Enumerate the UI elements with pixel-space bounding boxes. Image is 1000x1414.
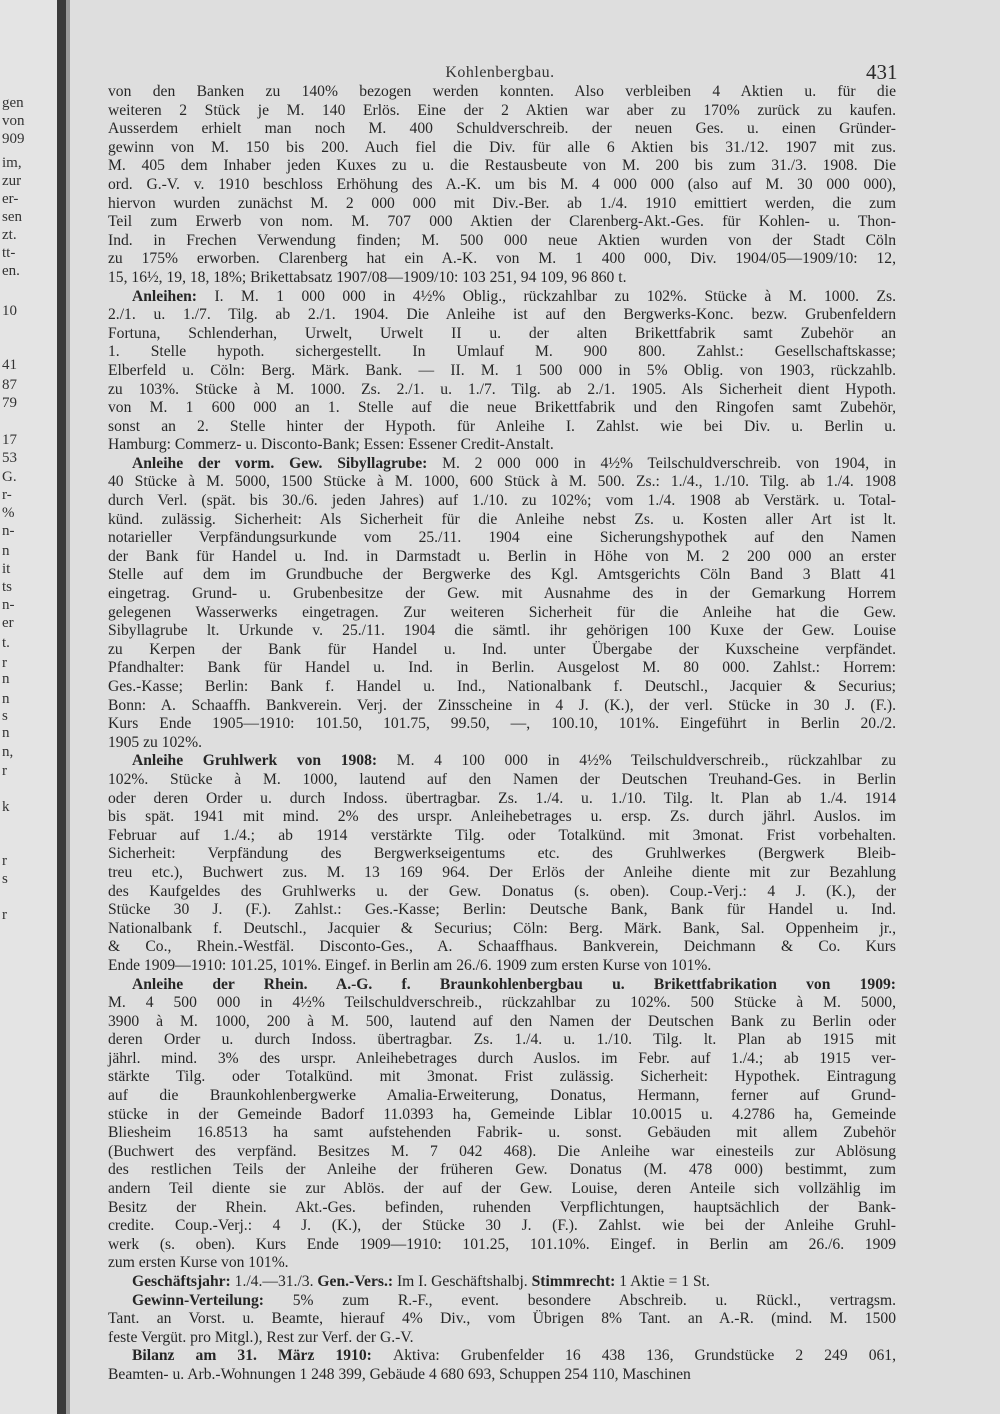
text-segment: zum ersten Kurse von 101%.	[108, 1254, 289, 1272]
text-line	[108, 1031, 896, 1050]
text-line	[108, 492, 896, 511]
text-segment: stücke in der Gemeinde Badorf 11.0393 ha, Gemeinde Liblar 10.0015 u. 4.2786 ha, Gemeinde	[108, 1105, 896, 1123]
margin-fragment: n	[2, 725, 10, 741]
text-line	[108, 195, 896, 214]
text-line	[108, 1143, 896, 1162]
text-line	[108, 325, 896, 344]
text-line	[108, 511, 896, 530]
text-line	[108, 83, 896, 102]
text-line	[108, 157, 896, 176]
text-line	[108, 641, 896, 660]
text-line	[108, 306, 896, 325]
paragraph	[108, 976, 896, 1274]
paragraph	[108, 1273, 896, 1292]
text-line	[108, 1236, 896, 1255]
text-segment: Sibyllagrube lt. Urkunde v. 25./11. 1904 die sämtl. ihr gehörigen 100 Kuxe der Gew. Louise	[108, 622, 896, 640]
text-segment: Hamburg: Commerz- u. Disconto-Bank; Essen: Essener Credit-Anstalt.	[108, 436, 554, 454]
margin-fragment: r	[2, 655, 7, 671]
text-line	[108, 1068, 896, 1087]
text-line	[108, 548, 896, 567]
text-segment: des Kaufgeldes des Gruhlwerks u. der Gew. Donatus (s. oben). Coup.-Verj.: 4 J. (K.), der	[108, 882, 896, 900]
text-segment: weiteren 2 Stück je M. 140 Erlös. Eine der 2 Aktien war aber zu 170% zurück zu kaufen.	[108, 101, 896, 119]
text-line	[108, 771, 896, 790]
paragraph	[108, 83, 896, 288]
text-segment: von M. 1 600 000 an 1. Stelle auf die neue Brikettfabrik und den Ringofen samt Zubehör,	[108, 399, 896, 417]
text-segment: eingetrag. Grund- u. Grubenbesitze der Gew. mit Ausnahme des in der Gemarkung Horrem	[108, 585, 896, 603]
text-segment: (Buchwert des verpfänd. Besitzes M. 7 042 468). Die Anleihe war einesteils zur Ablösung	[108, 1142, 896, 1160]
text-segment: M. 4 500 000 in 4½% Teilschuldverschreib., rückzahlbar zu 102%. 500 Stücke à M. 5000,	[108, 994, 896, 1012]
text-line	[108, 1180, 896, 1199]
text-line	[108, 1366, 896, 1385]
text-segment: treu etc.), Buchwert zus. M. 13 169 964. Der Erlös der Anleihe diente mit zur Bezahlung	[108, 863, 896, 881]
margin-fragment: 10	[2, 303, 17, 319]
text-line	[108, 920, 896, 939]
text-line	[108, 381, 896, 400]
text-segment: zu 103%. Stücke à M. 1000. Zs. 2./1. u. 1./7. Tilg. ab 2./1. 1905. Als Sicherheit dient Hypoth.	[108, 380, 896, 398]
text-segment: I. M. 1 000 000 in 4½% Oblig., rückzahlbar zu 102%. Stücke à M. 1000. Zs.	[214, 287, 896, 305]
text-line	[108, 697, 896, 716]
text-segment: bis spät. 1941 mit mind. 2% des urspr. Anleihebetrages u. ersp. Zs. durch jährl. Auslos. im	[108, 808, 896, 826]
text-segment: M. 2 000 000 in 4½% Teilschuldverschreib. von 1904, in	[442, 454, 896, 472]
margin-fragment: 79	[2, 395, 17, 411]
bold-heading: Geschäftsjahr:	[132, 1273, 235, 1290]
text-segment: 1905 zu 102%.	[108, 733, 202, 751]
text-segment: gewinn von M. 150 bis 200. Auch fiel die Div. für alle 6 Aktien bis 31./12. 1907 mit zus.	[108, 138, 896, 156]
text-line	[108, 957, 896, 976]
text-segment: 2./1. u. 1./7. Tilg. ab 2./1. 1904. Die Anleihe ist auf den Bergwerks-Konc. bezw. Grubenfeldern	[108, 306, 896, 324]
paragraph	[108, 455, 896, 753]
running-header: Kohlenbergbau.	[445, 64, 555, 81]
text-segment: Kurs Ende 1905—1910: 101.50, 101.75, 99.50, —, 100.10, 101%. Eingeführt in Berlin 20./2.	[108, 715, 896, 733]
text-segment: Besitz der Rhein. Akt.-Ges. befinden, ruhenden Verpflichtungen, hauptsächlich der Bank-	[108, 1198, 896, 1216]
text-segment: Ausserdem erhielt man noch M. 400 Schuldverschreib. der neuen Ges. u. einen Gründer-	[108, 120, 896, 138]
margin-fragment: zt.	[2, 227, 17, 243]
margin-fragment: en.	[2, 263, 20, 279]
text-segment: von den Banken zu 140% bezogen werden konnten. Also verbleiben 4 Aktien u. für die	[108, 83, 896, 100]
text-segment: Ende 1909—1910: 101.25, 101%. Eingef. in Berlin am 26./6. 1909 zum ersten Kurse von 101%.	[108, 956, 712, 974]
text-segment: ord. G.-V. v. 1910 beschloss Erhöhung des A.-K. um bis M. 4 000 000 (also auf M. 30 000 000),	[108, 175, 896, 193]
text-segment: durch Verl. (spät. bis 30./6. jeden Jahres) auf 1./10. zu 102%; vom 1./4. 1908 ab Verstärk. u. Total-	[108, 492, 896, 510]
text-segment: Bliesheim 16.8513 ha samt aufstehenden Fabrik- u. sonst. Gebäuden mit allem Zubehör	[108, 1124, 896, 1142]
margin-fragment: k	[2, 799, 10, 815]
margin-fragment: 41	[2, 357, 17, 373]
text-line	[108, 176, 896, 195]
margin-fragment: s	[2, 708, 8, 724]
bold-heading: Gewinn-Verteilung:	[132, 1291, 293, 1309]
margin-fragment: ts	[2, 579, 13, 595]
text-segment: zu 175% erworben. Clarenberg hat ein A.-K. von M. 1 400 000, Div. 1904/05—1909/10: 12,	[108, 250, 896, 268]
text-line	[108, 938, 896, 957]
margin-fragment: sen	[2, 209, 22, 225]
text-line	[108, 1106, 896, 1125]
text-line	[108, 343, 896, 362]
text-segment: Pfandhalter: Bank für Handel u. Ind. in Berlin. Ausgelost M. 80 000. Zahlst.: Horrem:	[108, 659, 896, 677]
text-line	[108, 604, 896, 623]
text-line	[108, 622, 896, 641]
text-line	[108, 436, 896, 455]
text-line	[108, 994, 896, 1013]
bold-heading: Anleihe Gruhlwerk von 1908:	[132, 752, 397, 770]
margin-fragment: er-	[2, 191, 19, 207]
margin-fragment: n	[2, 543, 10, 559]
margin-fragment: 53	[2, 450, 17, 466]
margin-fragment: von	[2, 113, 25, 129]
text-line	[108, 1050, 896, 1069]
text-line	[108, 529, 896, 548]
text-line	[108, 752, 896, 771]
text-line	[108, 734, 896, 753]
text-segment: M. 4 100 000 in 4½% Teilschuldverschreib., rückzahlbar zu	[396, 752, 897, 770]
text-line	[108, 715, 896, 734]
text-line	[108, 790, 896, 809]
text-segment: 1./4.—31./3.	[234, 1273, 318, 1290]
text-segment: andern Teil diente sie zur Ablös. der auf der Gew. Louise, deren Anteile sich vollzählig im	[108, 1180, 896, 1198]
paragraph	[108, 288, 896, 455]
margin-fragment: n,	[2, 744, 14, 760]
margin-fragment: gen	[2, 95, 24, 111]
text-segment: deren Order u. durch Indoss. übertragbar. Zs. 1./4. u. 1./10. Tilg. lt. Plan ab 1915 mit	[108, 1031, 896, 1049]
bold-heading: Anleihe der vorm. Gew. Sibyllagrube:	[132, 454, 443, 472]
text-line	[108, 120, 896, 139]
text-segment: werk (s. oben). Kurs Ende 1909—1910: 101.25, 101.10%. Eingef. in Berlin am 26./6. 1909	[108, 1235, 896, 1253]
text-segment: Stücke 30 J. (F.). Zahlst.: Ges.-Kasse; Berlin: Deutsche Bank, Bank für Handel u. Ind.	[108, 901, 896, 919]
text-line	[108, 362, 896, 381]
text-segment: der Bank für Handel u. Ind. in Darmstadt u. Berlin in Höhe von M. 2 200 000 an erster	[108, 547, 896, 565]
paragraph	[108, 1347, 896, 1384]
text-line	[108, 1347, 896, 1366]
text-segment: Tant. an Vorst. u. Beamte, hierauf 4% Div., vom Übrigen 8% Tant. an A.-R. (mind. M. 1500	[108, 1310, 896, 1328]
margin-fragment: %	[2, 505, 15, 521]
text-segment: M. 405 dem Inhaber jeden Kuxes zu u. die Restausbeute von M. 200 bis zum 31./3. 1908. Die	[108, 157, 896, 175]
text-line	[108, 213, 896, 232]
margin-fragment: zur	[2, 173, 22, 189]
text-line	[108, 102, 896, 121]
paragraph	[108, 1292, 896, 1348]
margin-fragment: n	[2, 671, 10, 687]
margin-fragment: 87	[2, 377, 17, 393]
text-segment: 5% zum R.-F., event. besondere Abschreib. u. Rückl., vertragsm.	[292, 1291, 896, 1309]
text-line	[108, 827, 896, 846]
margin-fragment: 17	[2, 432, 17, 448]
text-segment: 102%. Stücke à M. 1000, lautend auf den Namen der Deutschen Treuhand-Ges. in Berlin	[108, 770, 896, 788]
text-segment: stärkte Tilg. oder Totalkünd. mit 3monat. Frist zulässig. Sicherheit: Hypothek. Eintragung	[108, 1068, 896, 1086]
text-segment: notarieller Verpfändungsurkunde vom 25./11. 1904 eine Sicherungshypothek auf den Namen	[108, 529, 896, 547]
margin-fragment: t.	[2, 635, 10, 651]
text-segment: Teil zum Erwerb von nom. M. 707 000 Aktien der Clarenberg-Akt.-Ges. für Kohlen- u. Thon-	[108, 213, 896, 231]
text-line	[108, 473, 896, 492]
text-segment: feste Vergüt. pro Mitgl.), Rest zur Verf. der G.-V.	[108, 1328, 414, 1346]
margin-fragment: n-	[2, 597, 15, 613]
text-line	[108, 1013, 896, 1032]
text-segment: zu Kerpen der Bank für Handel u. Ind. unter Übergabe der Kuxscheine verpfändet.	[108, 640, 896, 658]
text-line	[108, 232, 896, 251]
margin-fragment: r	[2, 907, 7, 923]
margin-fragment: r-	[2, 487, 12, 503]
text-line	[108, 864, 896, 883]
margin-fragment: 909	[2, 131, 25, 147]
text-segment: 1. Stelle hypoth. sichergestellt. In Umlauf M. 900 800. Zahlst.: Gesellschaftskasse;	[108, 343, 896, 361]
text-line	[108, 901, 896, 920]
text-line	[108, 1161, 896, 1180]
text-line	[108, 1273, 896, 1292]
page-number: 431	[866, 60, 898, 84]
text-segment: Aktiva: Grubenfelder 16 438 136, Grundstücke 2 249 061,	[392, 1347, 896, 1365]
text-segment: auf die Braunkohlenbergwerke Amalia-Erweiterung, Donatus, Hermann, ferner auf Grund-	[108, 1087, 896, 1105]
margin-fragment: G.	[2, 469, 17, 485]
text-line	[108, 659, 896, 678]
text-line	[108, 976, 896, 995]
text-segment: 40 Stücke à M. 5000, 1500 Stücke à M. 1000, 600 Stück à M. 500. Zs.: 1./4., 1./10. Tilg. ab 1./4. 1908	[108, 473, 896, 491]
text-line	[108, 1329, 896, 1348]
bold-heading: Anleihen:	[132, 287, 215, 305]
text-segment: künd. zulässig. Sicherheit: Als Sicherheit für die Anleihe nebst Zs. u. Kosten aller Art ist lt.	[108, 510, 896, 528]
text-segment: Im I. Geschäftshalbj.	[396, 1273, 532, 1290]
text-segment: & Co., Rhein.-Westfäl. Disconto-Ges., A. Schaaffhaus. Bankverein, Deichmann & Co. Kurs	[108, 938, 896, 956]
text-line	[108, 399, 896, 418]
margin-fragment: r	[2, 853, 7, 869]
text-line	[108, 1310, 896, 1329]
text-line	[108, 678, 896, 697]
text-line	[108, 1124, 896, 1143]
text-segment: Februar auf 1./4.; ab 1914 verstärkte Tilg. oder Totalkünd. mit 3monat. Frist vorbehalten.	[108, 826, 896, 844]
text-segment: jährl. mind. 3% des urspr. Anleihebetrages durch Auslos. im Febr. auf 1./4.; ab 1915 ver-	[108, 1049, 896, 1067]
paragraph	[108, 752, 896, 975]
text-segment: 1 Aktie = 1 St.	[619, 1273, 710, 1290]
text-line	[108, 1087, 896, 1106]
text-line	[108, 1199, 896, 1218]
book-spine-shadow	[57, 0, 66, 1414]
margin-fragment: er	[2, 615, 14, 631]
text-line	[108, 418, 896, 437]
text-line	[108, 455, 896, 474]
text-segment: Stelle auf dem im Grundbuche der Bergwerke des Kgl. Amtsgerichts Cöln Band 3 Blatt 41	[108, 566, 896, 584]
text-line	[108, 808, 896, 827]
margin-fragment: r	[2, 763, 7, 779]
text-segment: credite. Coup.-Verj.: 4 J. (K.), der Stücke 30 J. (F.). Zahlst. wie bei der Anleihe Gruhl-	[108, 1217, 896, 1235]
bold-heading: Bilanz am 31. März 1910:	[132, 1347, 393, 1365]
text-segment: sonst an 2. Stelle hinter der Hypoth. für Anleihe I. Zahlst. wie bei Div. u. Berlin u.	[108, 417, 896, 435]
text-segment: Beamten- u. Arb.-Wohnungen 1 248 399, Gebäude 4 680 693, Schuppen 254 110, Maschinen	[108, 1365, 691, 1383]
text-line	[108, 566, 896, 585]
text-segment: oder deren Order u. durch Indoss. übertragbar. Zs. 1./4. u. 1./10. Tilg. lt. Plan ab 1./4. 1914	[108, 789, 896, 807]
margin-fragment: n-	[2, 523, 15, 539]
book-spine-edge	[66, 0, 70, 1414]
text-segment: Ind. in Frechen Verwendung finden; M. 500 000 neue Aktien wurden von der Stadt Cöln	[108, 231, 896, 249]
text-line	[108, 1217, 896, 1236]
text-segment: Fortuna, Schlenderhan, Urwelt, Urwelt II u. der alten Brikettfabrik samt Zubehör an	[108, 324, 896, 342]
margin-fragment: im,	[2, 155, 22, 171]
text-segment: gelegenen Wasserwerks eingetragen. Zur weiteren Sicherheit für die Anleihe hat die Gew.	[108, 603, 896, 621]
text-segment: Elberfeld u. Cöln: Berg. Märk. Bank. — II. M. 1 500 000 in 5% Oblig. von 1903, rückzahlb.	[108, 361, 896, 379]
text-line	[108, 585, 896, 604]
text-line	[108, 845, 896, 864]
text-line	[108, 288, 896, 307]
text-segment: Sicherheit: Verpfändung des Bergwerkseigentums etc. des Gruhlwerkes (Bergwerk Bleib-	[108, 845, 896, 863]
bold-heading: Stimmrecht:	[531, 1273, 620, 1290]
margin-fragment: tt-	[2, 245, 16, 261]
text-line	[108, 250, 896, 269]
text-segment: Ges.-Kasse; Berlin: Bank f. Handel u. Ind., Nationalbank f. Deutschl., Jacquier & Securius;	[108, 678, 896, 695]
text-line	[108, 1292, 896, 1311]
text-segment: 15, 16½, 19, 18, 18%; Brikettabsatz 1907/08—1909/10: 103 251, 94 109, 96 860 t.	[108, 268, 627, 286]
text-segment: Nationalbank f. Deutschl., Jacquier & Securius; Cöln: Berg. Märk. Bank, Sal. Oppenheim jr.,	[108, 919, 896, 937]
text-segment: 3900 à M. 1000, 200 à M. 500, lautend auf den Namen der Deutschen Bank zu Berlin oder	[108, 1012, 896, 1030]
text-segment: Bonn: A. Schaaffh. Bankverein. Verj. der Zinsscheine in 4 J. (K.), der verl. Stücke in 30 J. (F.).	[108, 696, 896, 714]
text-line	[108, 139, 896, 158]
text-segment: hiervon wurden zunächst M. 2 000 000 mit Div.-Ber. ab 1./4. 1910 emittiert werden, die zum	[108, 194, 896, 212]
text-segment: des restlichen Teils der Anleihe der früheren Gew. Donatus (M. 478 000) bestimmt, zum	[108, 1161, 896, 1179]
bold-heading: Anleihe der Rhein. A.-G. f. Braunkohlenbergbau u. Brikettfabrikation von 1909:	[132, 975, 896, 993]
margin-fragment: it	[2, 561, 11, 577]
body-text	[108, 83, 896, 1385]
bold-heading: Gen.-Vers.:	[317, 1273, 397, 1290]
margin-fragment: n	[2, 691, 10, 707]
text-line	[108, 269, 896, 288]
margin-fragment: s	[2, 871, 8, 887]
text-line	[108, 1254, 896, 1273]
text-line	[108, 883, 896, 902]
